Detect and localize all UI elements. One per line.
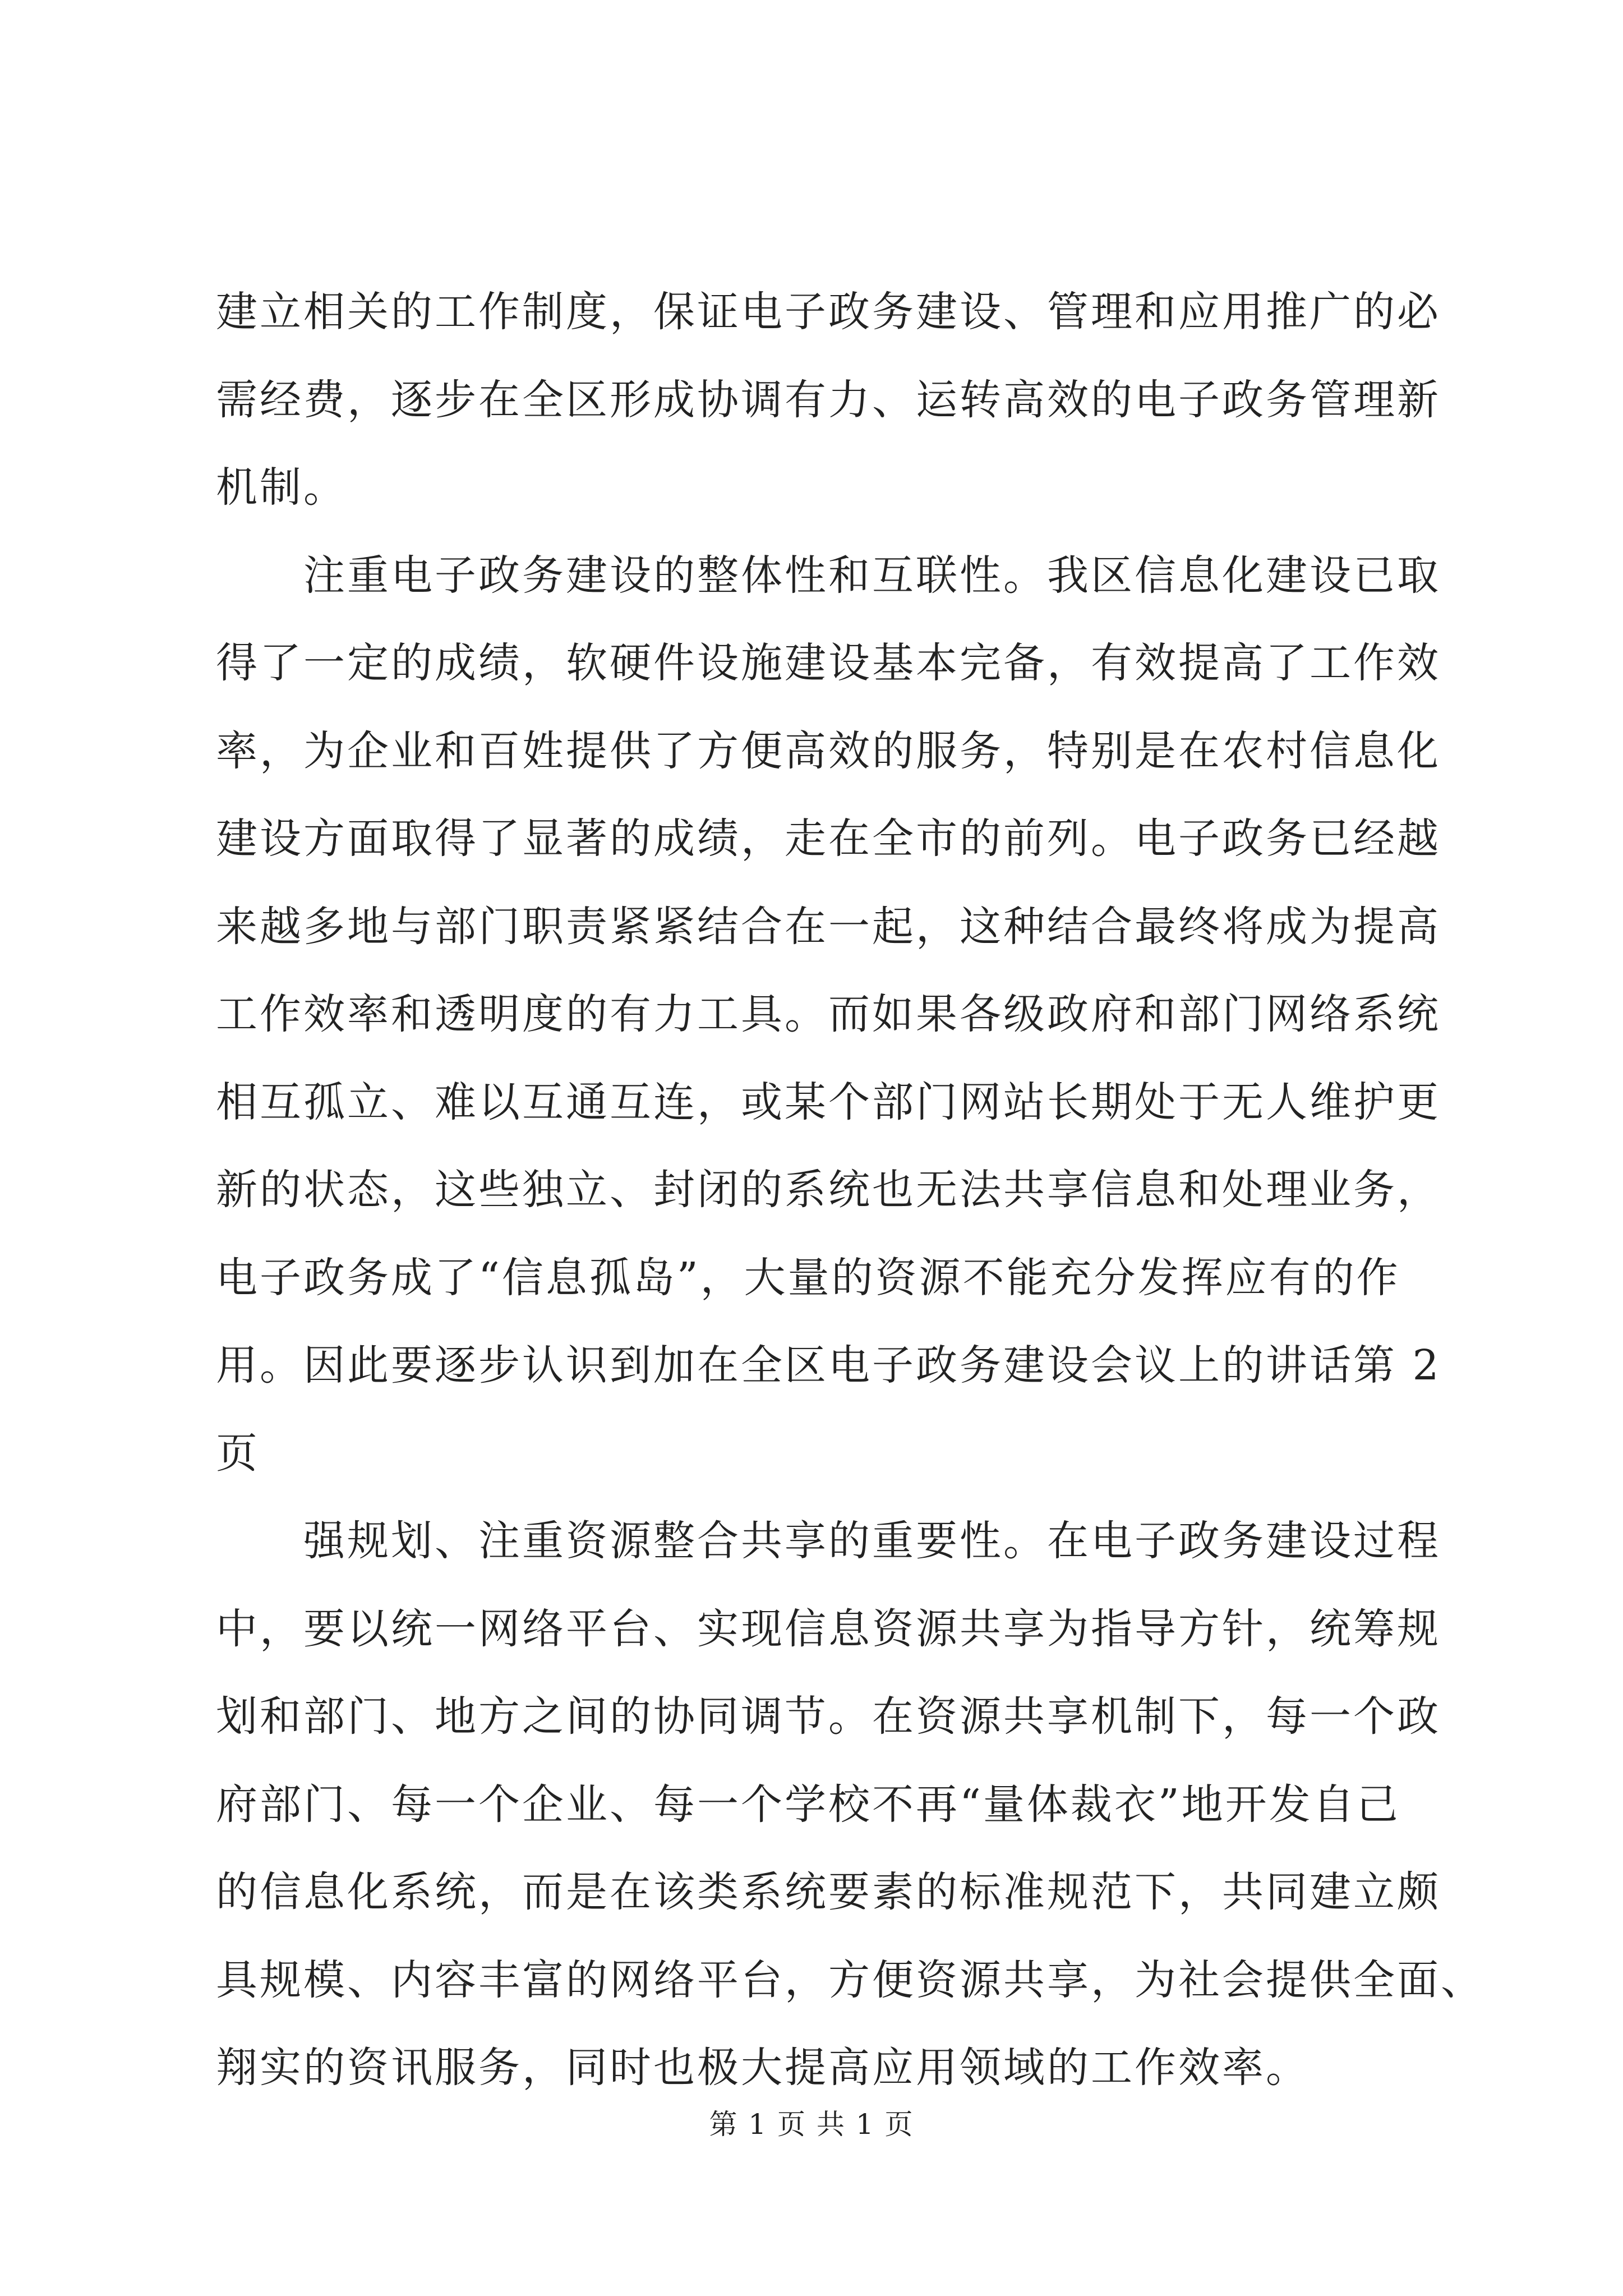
text-line: 工作效率和透明度的有力工具。而如果各级政府和部门网络系统 <box>216 990 1441 1038</box>
text-line: 具规模、内容丰富的网络平台，方便资源共享，为社会提供全面、 <box>216 1955 1484 2004</box>
text-line: 建设方面取得了显著的成绩，走在全市的前列。电子政务已经越 <box>216 815 1441 863</box>
text-line: 建立相关的工作制度，保证电子政务建设、管理和应用推广的必 <box>216 288 1441 336</box>
text-line: 翔实的资讯服务，同时也极大提高应用领域的工作效率。 <box>216 2044 1310 2092</box>
text-line: 率，为企业和百姓提供了方便高效的服务，特别是在农村信息化 <box>216 726 1441 775</box>
text-line: 电子政务成了“信息孤岛”，大量的资源不能充分发挥应有的作 <box>216 1253 1400 1302</box>
text-line: 中，要以统一网络平台、实现信息资源共享为指导方针，统筹规 <box>216 1604 1441 1653</box>
document-body <box>216 268 1484 2112</box>
paragraph <box>216 532 1447 1498</box>
page-footer: 第 1 页 共 1 页 <box>709 2108 914 2141</box>
text-line: 划和部门、地方之间的协同调节。在资源共享机制下，每一个政 <box>216 1692 1441 1741</box>
text-line: 相互孤立、难以互通互连，或某个部门网站长期处于无人维护更 <box>216 1078 1441 1126</box>
text-line: 府部门、每一个企业、每一个学校不再“量体裁衣”地开发自己 <box>216 1780 1400 1829</box>
text-line: 得了一定的成绩，软硬件设施建设基本完备，有效提高了工作效 <box>216 639 1441 687</box>
text-line: 机制。 <box>216 463 347 512</box>
text-line: 来越多地与部门职责紧紧结合在一起，这种结合最终将成为提高 <box>216 902 1441 951</box>
text-line: 新的状态，这些独立、封闭的系统也无法共享信息和处理业务， <box>216 1166 1441 1214</box>
paragraph <box>216 268 1447 532</box>
text-line: 页 <box>216 1429 260 1478</box>
text-line: 注重电子政务建设的整体性和互联性。我区信息化建设已取 <box>216 551 1441 600</box>
text-line: 用。因此要逐步认识到加在全区电子政务建设会议上的讲话第 2 <box>216 1341 1441 1389</box>
text-line: 需经费，逐步在全区形成协调有力、运转高效的电子政务管理新 <box>216 375 1441 424</box>
paragraph <box>216 1497 1484 2112</box>
text-line: 的信息化系统，而是在该类系统要素的标准规范下，共同建立颇 <box>216 1868 1441 1916</box>
text-line: 强规划、注重资源整合共享的重要性。在电子政务建设过程 <box>216 1517 1441 1565</box>
